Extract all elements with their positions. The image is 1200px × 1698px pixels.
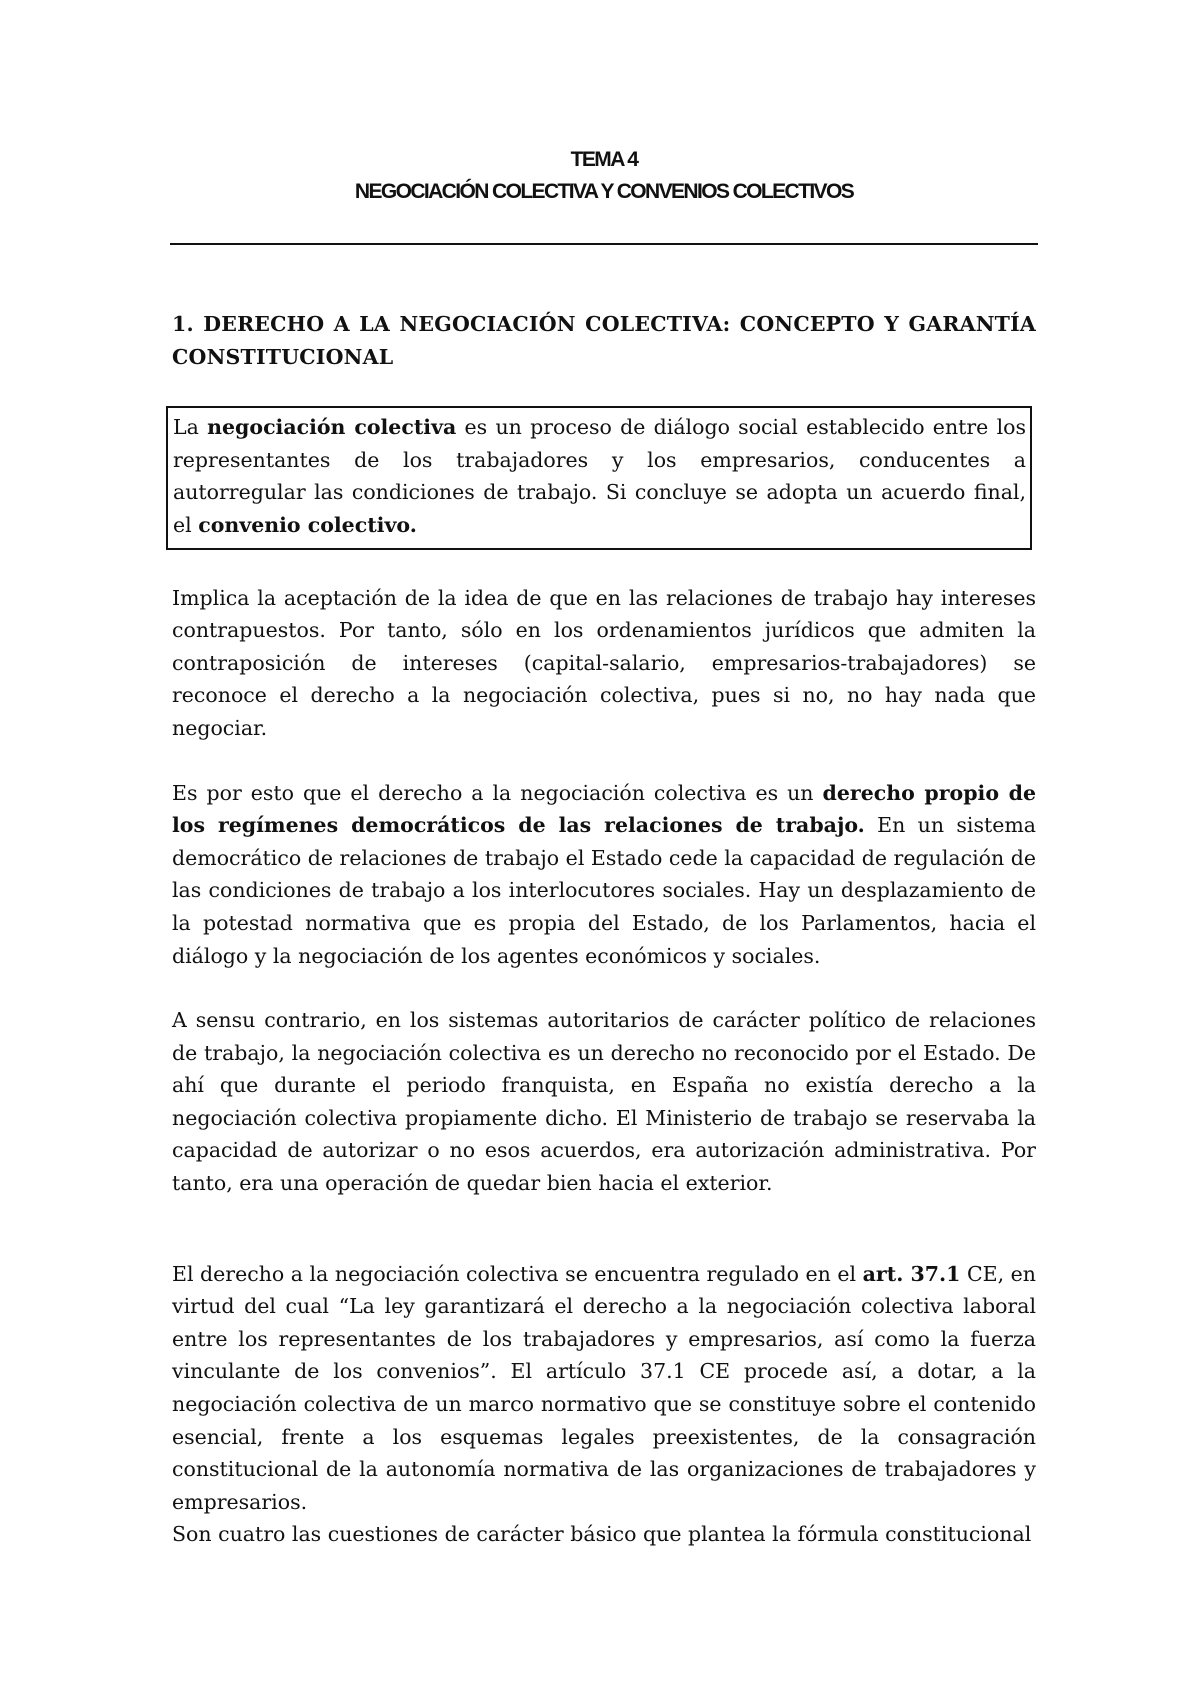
paragraph-text-part: En un sistema democrático de relaciones de trabajo el Estado cede la capacidad de regulación de las condiciones de trabajo a los interlocutores sociales. Hay un desplazamiento de la potestad normativa que es propia del Estado, de los Parlamentos, hacia el diálogo y la negociación de los agentes económicos y sociales. (172, 813, 1037, 968)
paragraph-text-part: CE, en virtud del cual “La ley garantizará el derecho a la negociación colectiva laboral entre los representantes de los trabajadores y empresarios, así como la fuerza vinculante de los convenios”. El artículo 37.1 CE procede así, a dotar, a la negociación colectiva de un marco normativo que se constituye sobre el contenido esencial, frente a los esquemas legales preexistentes, de la consagración constitucional de la autonomía normativa de las organizaciones de trabajadores y empresarios. (172, 1261, 1036, 1514)
paragraph-spacer (172, 972, 1036, 1004)
paragraph: Implica la aceptación de la idea de que en las relaciones de trabajo hay intereses contrapuestos. Por tanto, sólo en los ordenamientos jurídicos que admiten la contraposición de intereses (capital-salario, empresarios-trabajadores) se reconoce el derecho a la negociación colectiva, pues si no, no hay nada que negociar. (172, 585, 1036, 740)
paragraph: Son cuatro las cuestiones de carácter básico que plantea la fórmula constitucional (172, 1522, 1032, 1547)
paragraph-spacer (172, 1200, 1036, 1258)
paragraph-text-part: Es por esto que el derecho a la negociación colectiva es un (172, 780, 823, 805)
definition-term: convenio colectivo (198, 512, 410, 537)
title-divider (170, 243, 1038, 245)
document-title: TEMA 4 (570, 148, 638, 171)
definition-text-part: es un proceso de diálogo social establecido entre los representantes de los trabajadores y los empresarios, conducentes a autorregular las condiciones de trabajo. Si concluye se adopta un acuerdo final, el (173, 415, 1026, 537)
document-subtitle: NEGOCIACIÓN COLECTIVA Y CONVENIOS COLECTIVOS (354, 180, 854, 203)
paragraph-emphasis: art. 37.1 (862, 1261, 961, 1286)
definition-text-part: La (173, 415, 208, 440)
paragraph-text-part: El derecho a la negociación colectiva se encuentra regulado en el (172, 1261, 863, 1286)
definition-term: negociación colectiva (207, 415, 457, 440)
document-header (170, 144, 1038, 208)
paragraph: A sensu contrario, en los sistemas autoritarios de carácter político de relaciones de trabajo, la negociación colectiva es un derecho no reconocido por el Estado. De ahí que durante el periodo franquista, en España no existía derecho a la negociación colectiva propiamente dicho. El Ministerio de trabajo se reservaba la capacidad de autorizar o no esos acuerdos, era autorización administrativa. Por tanto, era una operación de quedar bien hacia el exterior. (172, 1008, 1036, 1196)
paragraph-spacer (172, 745, 1036, 777)
paragraph (172, 777, 1036, 973)
definition-text (173, 411, 1026, 541)
definition-text-part: . (409, 512, 417, 537)
paragraph-emphasis: derecho propio de los regímenes democráticos de las relaciones de trabajo. (172, 780, 1036, 838)
paragraph-spacer (172, 550, 1036, 582)
document-body (172, 308, 1036, 1551)
section-heading: 1. DERECHO A LA NEGOCIACIÓN COLECTIVA: CONCEPTO Y GARANTÍA CONSTITUCIONAL (172, 312, 1036, 369)
definition-box (166, 406, 1032, 549)
paragraph (172, 1258, 1036, 1519)
